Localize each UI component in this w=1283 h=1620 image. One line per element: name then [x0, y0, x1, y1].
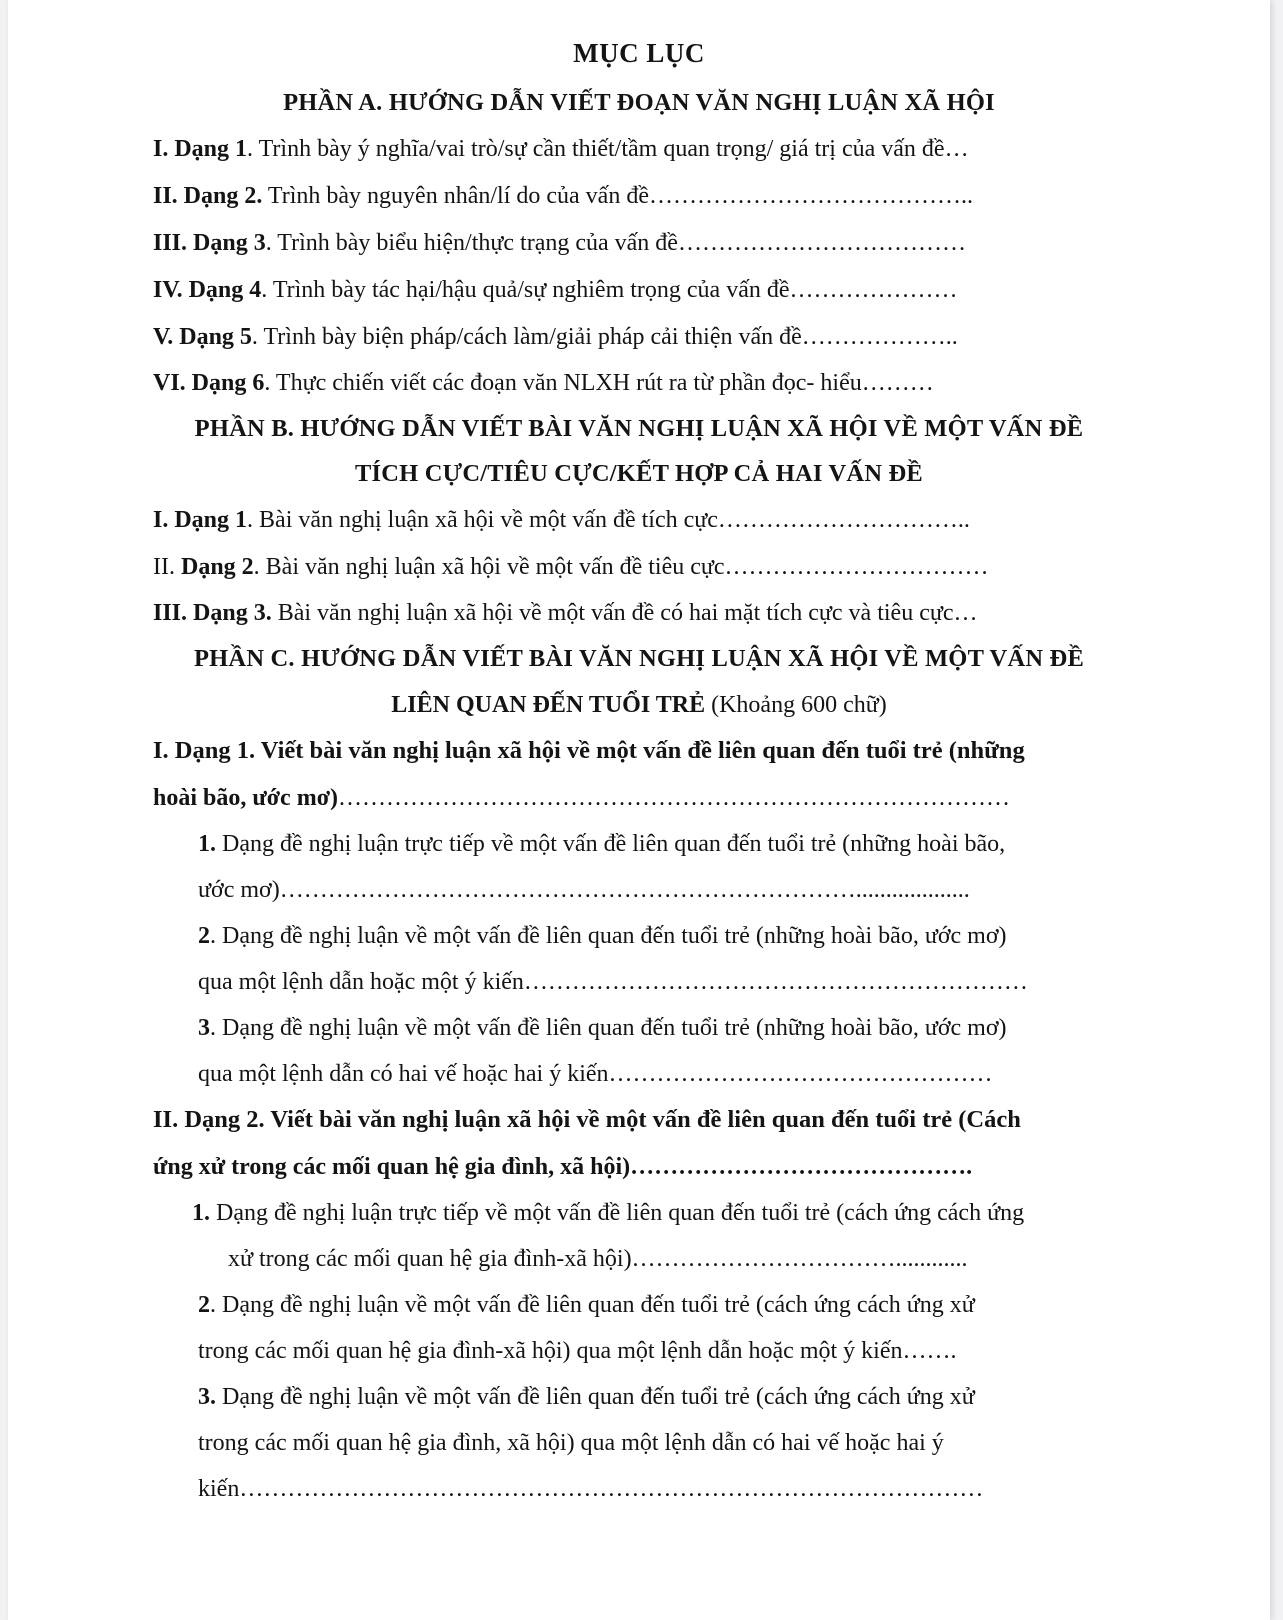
part-b-item-1-text: . Bài văn nghị luận xã hội về một vấn đề tích cực………………………….. — [247, 507, 970, 533]
part-a-item-4-label: IV. Dạng 4 — [153, 277, 262, 303]
part-c-section2-line2: ứng xử trong các mối quan hệ gia đình, xã hội)……………………………………. — [153, 1154, 973, 1180]
part-c-s1-item-1-text: Dạng đề nghị luận trực tiếp về một vấn đề liên quan đến tuổi trẻ (những hoài bão, — [216, 831, 1006, 857]
part-c-s2-item-2-num: 2 — [198, 1292, 210, 1318]
part-a-item-3-text: . Trình bày biểu hiện/thực trạng của vấn đề……………………………… — [265, 230, 966, 256]
part-a-item-1 — [153, 134, 969, 164]
part-a-item-4-text: . Trình bày tác hại/hậu quả/sự nghiêm trọng của vấn đề………………… — [261, 277, 958, 303]
part-a-item-5-text: . Trình bày biện pháp/cách làm/giải pháp cải thiện vấn đề……………….. — [251, 324, 958, 350]
part-a-item-2-text: Trình bày nguyên nhân/lí do của vấn đề………………………………….. — [262, 183, 973, 209]
part-c-heading-note: (Khoảng 600 chữ) — [705, 692, 887, 718]
part-c-s2-item-2-line2: trong các mối quan hệ gia đình-xã hội) qua một lệnh dẫn hoặc một ý kiến……. — [198, 1338, 957, 1364]
part-b-item-2-label: Dạng 2 — [180, 554, 254, 580]
part-c-s2-item-1-line2: xử trong các mối quan hệ gia đình-xã hội)……………………………............ — [228, 1246, 968, 1272]
part-a-item-3-label: III. Dạng 3 — [153, 230, 266, 256]
part-a-item-4 — [153, 275, 958, 305]
part-a-item-1-text: . Trình bày ý nghĩa/vai trò/sự cần thiết/tầm quan trọng/ giá trị của vấn đề… — [247, 136, 969, 162]
part-c-s1-item-3-num: 3 — [198, 1015, 210, 1041]
part-c-s2-item-3-line1 — [198, 1382, 975, 1412]
part-c-s1-item-1-line2: ước mơ)………………………………………………………………................... — [198, 877, 970, 903]
part-c-s2-item-3-line3: kiến………………………………………………………………………………… — [198, 1476, 984, 1502]
part-c-section1-line2 — [153, 783, 1010, 813]
part-c-heading-line1: PHẦN C. HƯỚNG DẪN VIẾT BÀI VĂN NGHỊ LUẬN XÃ HỘI VỀ MỘT VẤN ĐỀ — [194, 645, 1084, 672]
part-c-s2-item-2-line1 — [198, 1290, 975, 1320]
part-c-s1-item-1-line1 — [198, 829, 1005, 859]
part-c-s1-item-2-num: 2 — [198, 923, 210, 949]
part-b-heading-line1: PHẦN B. HƯỚNG DẪN VIẾT BÀI VĂN NGHỊ LUẬN XÃ HỘI VỀ MỘT VẤN ĐỀ — [194, 415, 1084, 442]
part-c-section1-line2-dots: ………………………………………………………………………… — [337, 785, 1010, 811]
part-c-s1-item-3-line2: qua một lệnh dẫn có hai vế hoặc hai ý kiến………………………………………… — [198, 1061, 993, 1087]
part-b-heading-line2: TÍCH CỰC/TIÊU CỰC/KẾT HỢP CẢ HAI VẤN ĐỀ — [355, 460, 923, 487]
part-c-s1-item-2-line1 — [198, 921, 1007, 951]
part-c-s1-item-2-text: . Dạng đề nghị luận về một vấn đề liên quan đến tuổi trẻ (những hoài bão, ước mơ) — [210, 923, 1007, 949]
part-a-item-2 — [153, 181, 973, 211]
part-a-item-6-label: VI. Dạng 6 — [153, 370, 265, 396]
part-c-s1-item-3-text: . Dạng đề nghị luận về một vấn đề liên quan đến tuổi trẻ (những hoài bão, ước mơ) — [210, 1015, 1007, 1041]
part-a-item-5-label: V. Dạng 5 — [153, 324, 252, 350]
part-b-item-3-text: Bài văn nghị luận xã hội về một vấn đề có hai mặt tích cực và tiêu cực… — [271, 600, 978, 626]
part-a-item-3 — [153, 228, 966, 258]
part-c-section2-line1: II. Dạng 2. Viết bài văn nghị luận xã hội về một vấn đề liên quan đến tuổi trẻ (Cách — [153, 1106, 1021, 1133]
part-c-heading-bold: LIÊN QUAN ĐẾN TUỔI TRẺ — [391, 692, 706, 718]
part-c-s2-item-2-text: . Dạng đề nghị luận về một vấn đề liên quan đến tuổi trẻ (cách ứng cách ứng xử — [210, 1292, 975, 1318]
part-a-heading: PHẦN A. HƯỚNG DẪN VIẾT ĐOẠN VĂN NGHỊ LUẬN XÃ HỘI — [283, 89, 995, 116]
page-title: MỤC LỤC — [573, 38, 705, 68]
document-page — [8, 0, 1270, 1620]
part-a-item-2-label: II. Dạng 2. — [153, 183, 263, 209]
part-a-item-6-text: . Thực chiến viết các đoạn văn NLXH rút ra từ phần đọc- hiểu……… — [264, 370, 934, 396]
part-c-s2-item-3-text: Dạng đề nghị luận về một vấn đề liên quan đến tuổi trẻ (cách ứng cách ứng xử — [216, 1384, 975, 1410]
part-c-s2-item-1-text: Dạng đề nghị luận trực tiếp về một vấn đề liên quan đến tuổi trẻ (cách ứng cách ứng — [210, 1200, 1025, 1226]
part-c-s2-item-1-line1 — [192, 1198, 1024, 1228]
part-c-section1-line2-bold: hoài bão, ước mơ) — [153, 785, 338, 811]
part-c-section1-line1: I. Dạng 1. Viết bài văn nghị luận xã hội về một vấn đề liên quan đến tuổi trẻ (những — [153, 737, 1025, 764]
part-c-s2-item-3-line2: trong các mối quan hệ gia đình, xã hội) qua một lệnh dẫn có hai vế hoặc hai ý — [198, 1430, 944, 1456]
part-c-s2-item-3-num: 3. — [198, 1384, 216, 1410]
part-b-item-3-label: III. Dạng 3. — [153, 600, 272, 626]
part-b-item-2 — [153, 552, 989, 582]
part-b-item-1-label: I. Dạng 1 — [153, 507, 248, 533]
part-c-heading-line2 — [8, 690, 1270, 720]
part-a-item-6 — [153, 368, 934, 398]
part-c-s1-item-1-num: 1. — [198, 831, 216, 857]
part-c-s2-item-1-num: 1. — [192, 1200, 210, 1226]
part-a-item-1-label: I. Dạng 1 — [153, 136, 248, 162]
part-b-item-2-text: . Bài văn nghị luận xã hội về một vấn đề tiêu cực…………………………… — [253, 554, 989, 580]
part-c-s1-item-2-line2: qua một lệnh dẫn hoặc một ý kiến……………………………………………………… — [198, 969, 1028, 995]
part-b-item-2-prefix: II. — [153, 554, 181, 580]
part-b-item-1 — [153, 505, 970, 535]
part-a-item-5 — [153, 322, 958, 352]
part-c-s1-item-3-line1 — [198, 1013, 1007, 1043]
part-b-item-3 — [153, 598, 978, 628]
